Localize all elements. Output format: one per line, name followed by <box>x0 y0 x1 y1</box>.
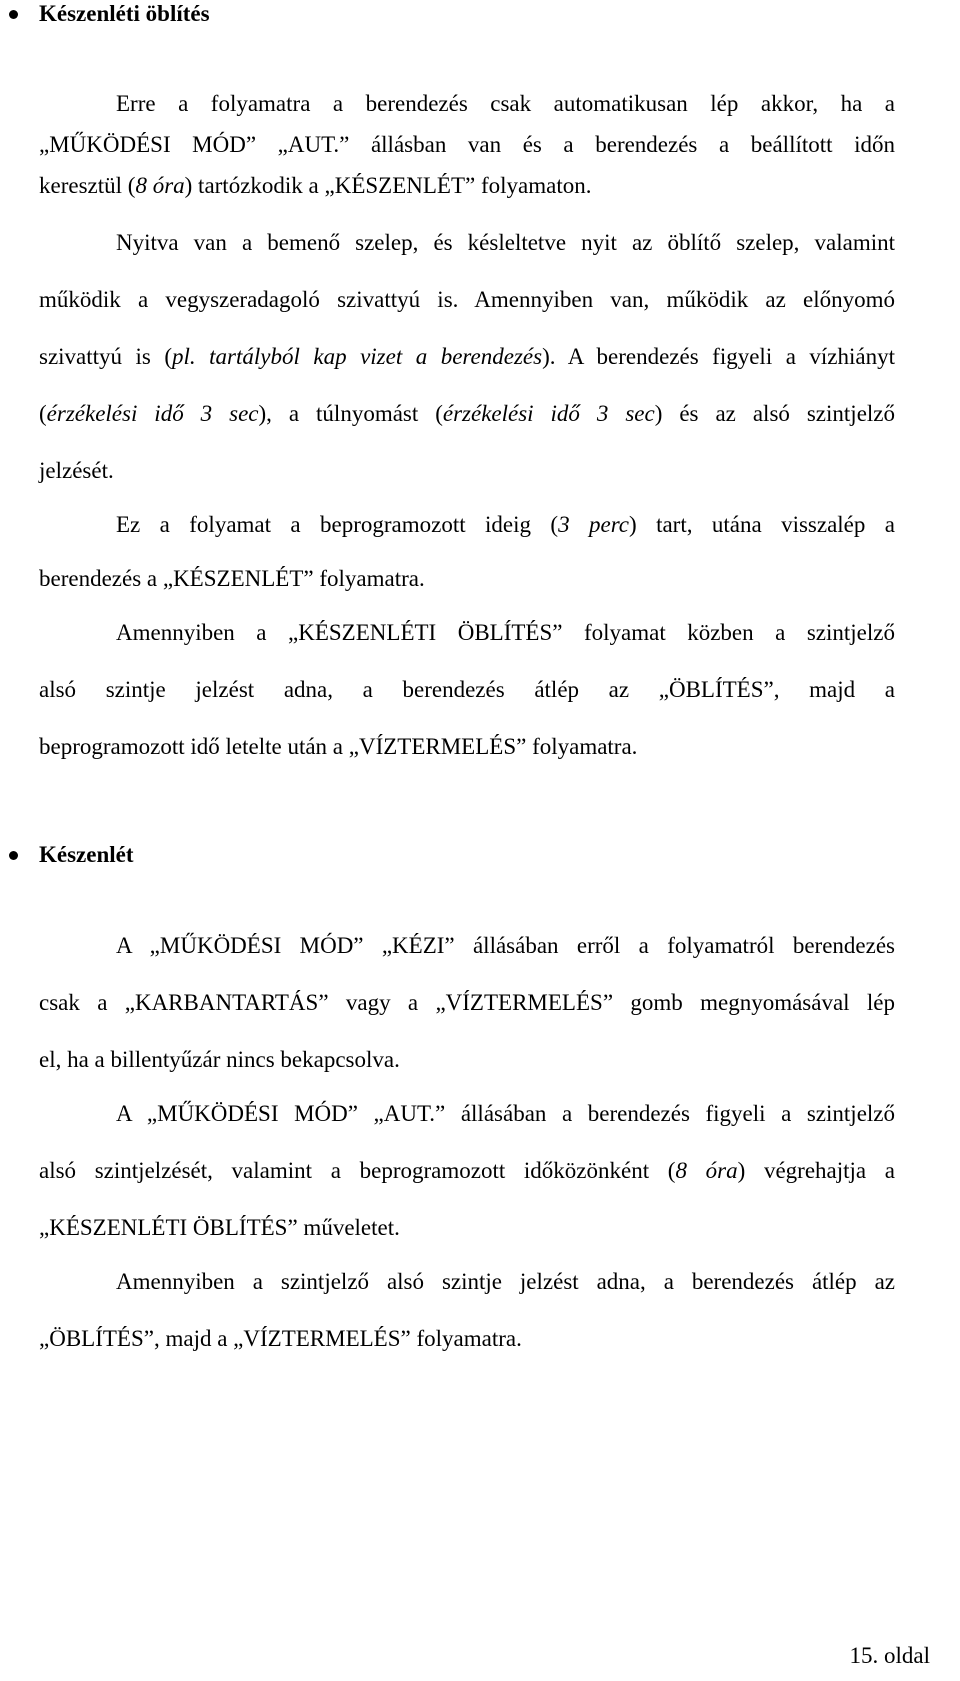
paragraph-line: (érzékelési idő 3 sec), a túlnyomást (érzékelési idő 3 sec) és az alsó szintjelző <box>39 401 895 426</box>
paragraph-line: Ez a folyamat a beprogramozott ideig (3 perc) tart, utána visszalép a <box>116 512 895 537</box>
section-title: Készenléti öblítés <box>39 1 210 26</box>
paragraph-line: el, ha a billentyűzár nincs bekapcsolva. <box>39 1047 400 1072</box>
paragraph-line: működik a vegyszeradagoló szivattyú is. Amennyiben van, működik az előnyomó <box>39 287 895 312</box>
paragraph-line: Erre a folyamatra a berendezés csak automatikusan lép akkor, ha a <box>116 91 895 116</box>
paragraph-line: jelzését. <box>39 458 114 483</box>
page-number: 15. oldal <box>849 1643 930 1668</box>
paragraph-line: alsó szintjelzését, valamint a beprogramozott időközönként (8 óra) végrehajtja a <box>39 1158 896 1183</box>
paragraph-line: Amennyiben a „KÉSZENLÉTI ÖBLÍTÉS” folyamat közben a szintjelző <box>116 620 895 645</box>
paragraph-line: „KÉSZENLÉTI ÖBLÍTÉS” műveletet. <box>39 1215 400 1240</box>
paragraph-line: keresztül (8 óra) tartózkodik a „KÉSZENLÉT” folyamaton. <box>39 173 592 198</box>
bullet-icon <box>9 10 18 19</box>
paragraph-line: Nyitva van a bemenő szelep, és késleltetve nyit az öblítő szelep, valamint <box>116 230 895 255</box>
paragraph-line: A „MŰKÖDÉSI MÓD” „AUT.” állásában a berendezés figyeli a szintjelző <box>116 1101 895 1126</box>
paragraph-line: csak a „KARBANTARTÁS” vagy a „VÍZTERMELÉS” gomb megnyomásával lép <box>39 990 895 1015</box>
paragraph-line: A „MŰKÖDÉSI MÓD” „KÉZI” állásában erről a folyamatról berendezés <box>116 933 895 958</box>
bullet-icon <box>9 851 18 860</box>
paragraph-line: „MŰKÖDÉSI MÓD” „AUT.” állásban van és a berendezés a beállított időn <box>39 132 895 157</box>
paragraph-line: alsó szintje jelzést adna, a berendezés átlép az „ÖBLÍTÉS”, majd a <box>39 677 895 702</box>
paragraph-line: „ÖBLÍTÉS”, majd a „VÍZTERMELÉS” folyamatra. <box>39 1326 522 1351</box>
section-title: Készenlét <box>39 842 134 867</box>
paragraph-line: beprogramozott idő letelte után a „VÍZTERMELÉS” folyamatra. <box>39 734 638 759</box>
paragraph-line: berendezés a „KÉSZENLÉT” folyamatra. <box>39 566 425 591</box>
paragraph-line: Amennyiben a szintjelző alsó szintje jelzést adna, a berendezés átlép az <box>116 1269 895 1294</box>
paragraph-line: szivattyú is (pl. tartályból kap vizet a berendezés). A berendezés figyeli a vízhiányt <box>39 344 895 369</box>
